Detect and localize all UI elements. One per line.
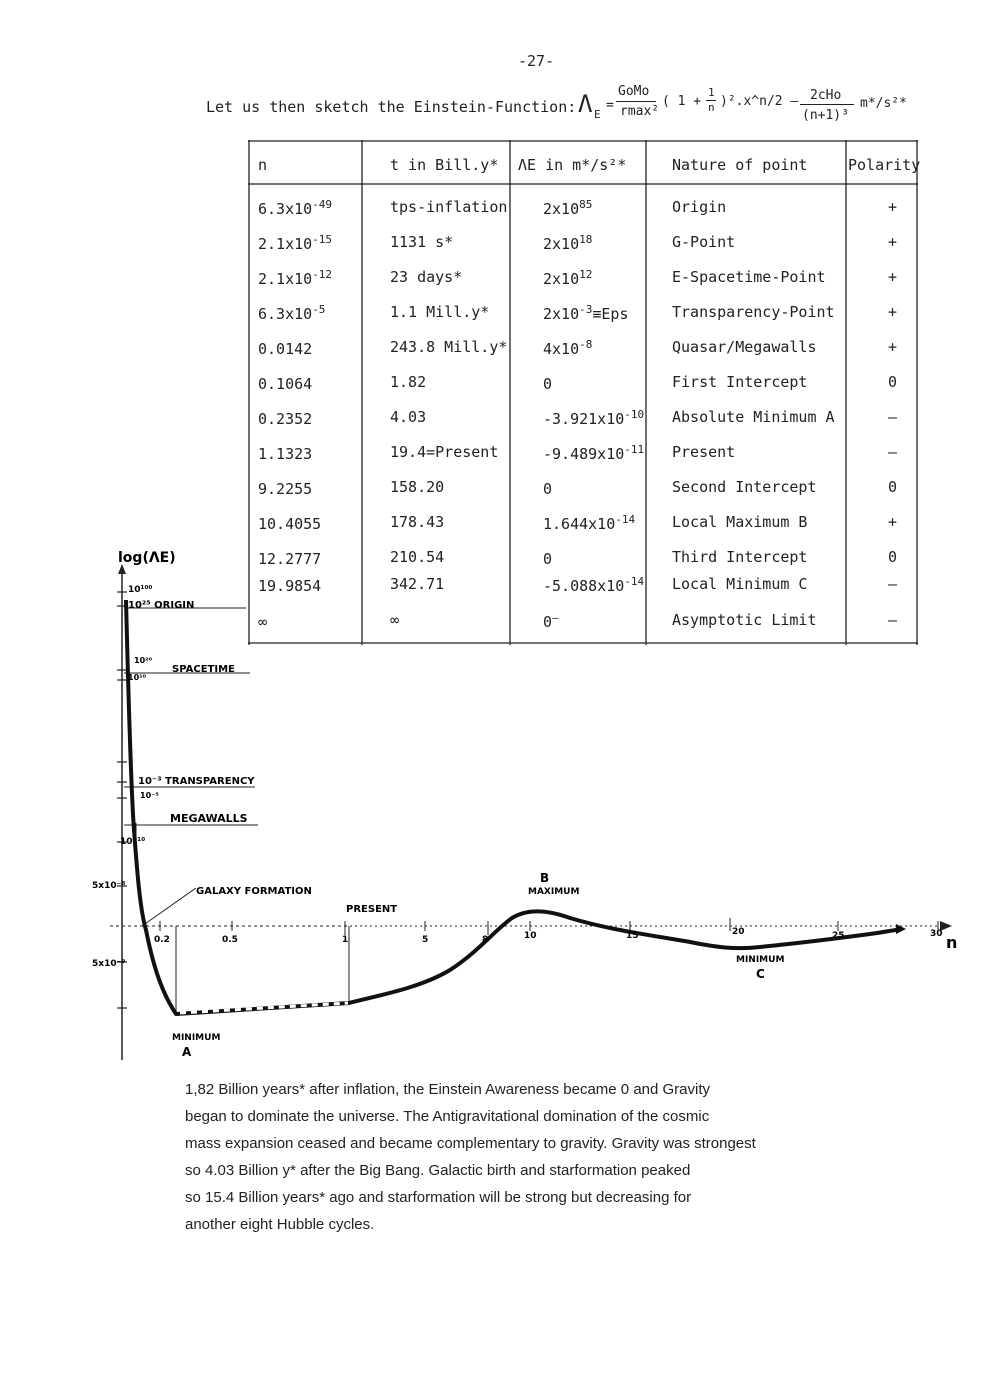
label-megawalls: MEGAWALLS [170, 812, 248, 825]
cell-t: 1.82 [390, 373, 427, 391]
x-tick-label: 5 [422, 935, 429, 945]
cell-n-value: 0.1064 [258, 375, 313, 393]
cell-nature: E-Spacetime-Point [672, 268, 826, 286]
cell-n-value: ∞ [258, 613, 268, 631]
label-min-c: C [756, 967, 765, 981]
cell-n-value: 0.2352 [258, 410, 313, 428]
cell-lambda [543, 338, 592, 358]
table-row [248, 233, 918, 263]
cell-n [258, 338, 312, 358]
cell-n-value: 6.3x10 [258, 305, 313, 323]
cell-lambda-exponent: – [552, 611, 559, 624]
cell-n [258, 408, 312, 428]
cell-polarity: 0 [888, 548, 898, 566]
cell-lambda [543, 233, 592, 253]
cell-nature: Transparency-Point [672, 303, 835, 321]
cell-n [258, 198, 332, 218]
cell-t: 158.20 [390, 478, 445, 496]
cell-polarity: + [888, 198, 898, 216]
label-maximum: MAXIMUM [528, 887, 580, 897]
cell-lambda-value: 2x10 [543, 200, 580, 218]
formula-mid2: )².x^n/2 – [720, 94, 799, 109]
galaxy-pointer [142, 888, 196, 926]
paragraph-line: so 4.03 Billion y* after the Big Bang. Galactic birth and starformation peaked [185, 1162, 691, 1179]
cell-n-value: 12.2777 [258, 550, 322, 568]
header-nature: Nature of point [672, 156, 808, 174]
cell-polarity: 0 [888, 373, 898, 391]
cell-lambda [543, 408, 644, 428]
body-paragraph [185, 1076, 885, 1238]
cell-lambda-exponent: -8 [579, 338, 593, 351]
intro-text: Let us then sketch the Einstein-Function: [206, 98, 577, 116]
cell-n-value: 6.3x10 [258, 200, 313, 218]
cell-t: 4.03 [390, 408, 427, 426]
header-lambda: ΛE in m*/s²* [518, 156, 627, 174]
label-origin: 10²⁵ ORIGIN [128, 600, 195, 611]
cell-t: 178.43 [390, 513, 445, 531]
cell-lambda-exponent: -10 [624, 408, 645, 421]
cell-nature: G-Point [672, 233, 736, 251]
label-transparency: 10⁻³ TRANSPARENCY [138, 776, 255, 787]
cell-lambda-value: 2x10 [543, 270, 580, 288]
cell-n-exponent: -15 [312, 233, 333, 246]
page-number: -27- [518, 52, 555, 70]
table-header-row [248, 156, 921, 186]
cell-lambda-value: 0 [543, 550, 553, 568]
table-row [248, 373, 918, 403]
formula-mid: ( 1 + [662, 94, 702, 109]
cell-lambda-exponent: -14 [615, 513, 636, 526]
cell-t: 342.71 [390, 575, 445, 593]
cell-n-exponent: -49 [312, 198, 333, 211]
cell-n-value: 19.9854 [258, 577, 322, 595]
cell-lambda-exponent: -14 [624, 575, 645, 588]
cell-lambda-value: 0 [543, 375, 553, 393]
x-tick-label: 25 [832, 931, 845, 941]
x-axis-label: n [946, 933, 958, 952]
cell-polarity: + [888, 303, 898, 321]
label-y1020: 10²⁰ [134, 656, 153, 665]
label-y105: 10⁻⁵ [140, 791, 159, 800]
cell-lambda-exponent: 85 [579, 198, 593, 211]
cell-polarity: – [888, 575, 898, 593]
cell-nature: Absolute Minimum A [672, 408, 835, 426]
cell-n [258, 233, 332, 253]
label-min-a: A [182, 1045, 192, 1059]
cell-t: 19.4=Present [390, 443, 499, 461]
table-row [248, 478, 918, 508]
cell-lambda-value: -9.489x10 [543, 445, 625, 463]
paragraph-line: another eight Hubble cycles. [185, 1216, 375, 1233]
table-row [248, 198, 918, 228]
x-tick-label: 10 [524, 931, 537, 941]
cell-lambda [543, 373, 552, 393]
label-y10m10: 10⁻¹⁰ [120, 837, 146, 847]
cell-lambda [543, 303, 629, 323]
formula-lambda-sub: E [594, 108, 601, 121]
x-tick-label: 0.2 [154, 935, 170, 945]
cell-lambda-value: 2x10 [543, 235, 580, 253]
cell-polarity: – [888, 408, 898, 426]
cell-lambda-value: -3.921x10 [543, 410, 625, 428]
cell-t: 23 days* [390, 268, 463, 286]
cell-lambda-value: 4x10 [543, 340, 580, 358]
label-y100: 10¹⁰⁰ [128, 585, 153, 595]
cell-lambda [543, 443, 644, 463]
table-row [248, 443, 918, 473]
x-tick-label: 15 [626, 931, 639, 941]
cell-lambda-exponent: -11 [624, 443, 645, 456]
cell-nature: Present [672, 443, 736, 461]
cell-polarity: – [888, 611, 898, 629]
cell-lambda-suffix: ≡Eps [592, 305, 629, 323]
x-tick-label: 1 [342, 935, 349, 945]
label-present: PRESENT [346, 904, 398, 915]
y-axis-label: log(ΛE) [118, 550, 176, 566]
paragraph-line: began to dominate the universe. The Antigravitational domination of the cosmic [185, 1108, 710, 1125]
header-t: t in Bill.y* [390, 156, 499, 174]
cell-n-exponent: -12 [312, 268, 333, 281]
x-tick-label: 0.5 [222, 935, 238, 945]
cell-nature: Local Maximum B [672, 513, 808, 531]
table-row [248, 408, 918, 438]
header-n: n [258, 156, 268, 174]
cell-n-value: 2.1x10 [258, 235, 313, 253]
label-y5x10m9: 5x10⁻⁹ [92, 959, 126, 969]
cell-polarity: + [888, 513, 898, 531]
cell-nature: Origin [672, 198, 727, 216]
cell-lambda [543, 198, 592, 218]
cell-n-value: 2.1x10 [258, 270, 313, 288]
cell-n-exponent: -5 [312, 303, 326, 316]
formula-den2: (n+1)³ [802, 108, 849, 123]
cell-nature: Asymptotic Limit [672, 611, 817, 629]
einstein-function-graph [0, 530, 1000, 1060]
x-tick-label: 8 [482, 935, 489, 945]
cell-t: 243.8 Mill.y* [390, 338, 508, 356]
cell-n [258, 268, 332, 288]
cell-n [258, 373, 312, 393]
table-row [248, 268, 918, 298]
formula-bar2 [800, 104, 854, 105]
header-polarity: Polarity [848, 156, 921, 174]
cell-nature: Third Intercept [672, 548, 808, 566]
cell-t: 1131 s* [390, 233, 454, 251]
cell-n-value: 9.2255 [258, 480, 313, 498]
cell-lambda [543, 268, 592, 288]
label-max-b: B [540, 871, 550, 885]
cell-lambda-value: -5.088x10 [543, 577, 625, 595]
cell-t: tps-inflation [390, 198, 508, 216]
paragraph-line: 1,82 Billion years* after inflation, the Einstein Awareness became 0 and Gravity [185, 1081, 711, 1098]
cell-lambda-exponent: -3 [579, 303, 593, 316]
cell-n [258, 478, 312, 498]
formula-equals: = [606, 98, 614, 113]
cell-polarity: 0 [888, 478, 898, 496]
cell-nature: Quasar/Megawalls [672, 338, 817, 356]
cell-n [258, 443, 312, 463]
cell-lambda-exponent: 12 [579, 268, 593, 281]
cell-n-value: 0.0142 [258, 340, 313, 358]
cell-t: 210.54 [390, 548, 445, 566]
label-y5x10m8: 5x10⁻⁸ [92, 881, 126, 891]
formula-frac-den: n [708, 101, 715, 114]
table-row [248, 338, 918, 368]
cell-nature: Local Minimum C [672, 575, 808, 593]
formula-den1: rmax² [620, 104, 660, 119]
cell-n-value: 1.1323 [258, 445, 313, 463]
cell-nature: First Intercept [672, 373, 808, 391]
formula-lambda: Λ [578, 90, 593, 118]
formula-frac-num: 1 [708, 86, 715, 99]
cell-t: ∞ [390, 611, 400, 629]
x-tick-labels [154, 927, 943, 945]
cell-lambda-exponent: 18 [579, 233, 593, 246]
cell-t: 1.1 Mill.y* [390, 303, 490, 321]
einstein-function-formula [578, 84, 923, 130]
x-tick-label: 30 [930, 929, 943, 939]
table-row [248, 303, 918, 333]
label-minimum-c-text: MINIMUM [736, 955, 785, 965]
formula-unit: m*/s²* [860, 96, 907, 111]
formula-bar1 [616, 101, 656, 102]
einstein-function-curve [126, 600, 902, 1014]
label-galaxy-formation: GALAXY FORMATION [196, 886, 312, 897]
label-minimum-a-text: MINIMUM [172, 1033, 221, 1043]
cell-lambda-value: 2x10 [543, 305, 580, 323]
formula-num1: GoMo [618, 84, 650, 99]
cell-lambda [543, 478, 552, 498]
cell-polarity: – [888, 443, 898, 461]
label-y1010: 10¹⁰ [128, 673, 147, 682]
x-tick-label: 20 [732, 927, 745, 937]
cell-lambda-value: 0 [543, 480, 553, 498]
cell-nature: Second Intercept [672, 478, 817, 496]
cell-polarity: + [888, 233, 898, 251]
cell-polarity: + [888, 268, 898, 286]
formula-num2: 2cHo [810, 88, 842, 103]
cell-lambda-value: 0 [543, 613, 553, 631]
cell-n-value: 10.4055 [258, 515, 322, 533]
cell-n [258, 303, 325, 323]
cell-lambda-value: 1.644x10 [543, 515, 616, 533]
cell-polarity: + [888, 338, 898, 356]
paragraph-line: mass expansion ceased and became complementary to gravity. Gravity was strongest [185, 1135, 756, 1152]
paragraph-line: so 15.4 Billion years* ago and starformation will be strong but decreasing for [185, 1189, 692, 1206]
label-spacetime: SPACETIME [172, 664, 235, 675]
